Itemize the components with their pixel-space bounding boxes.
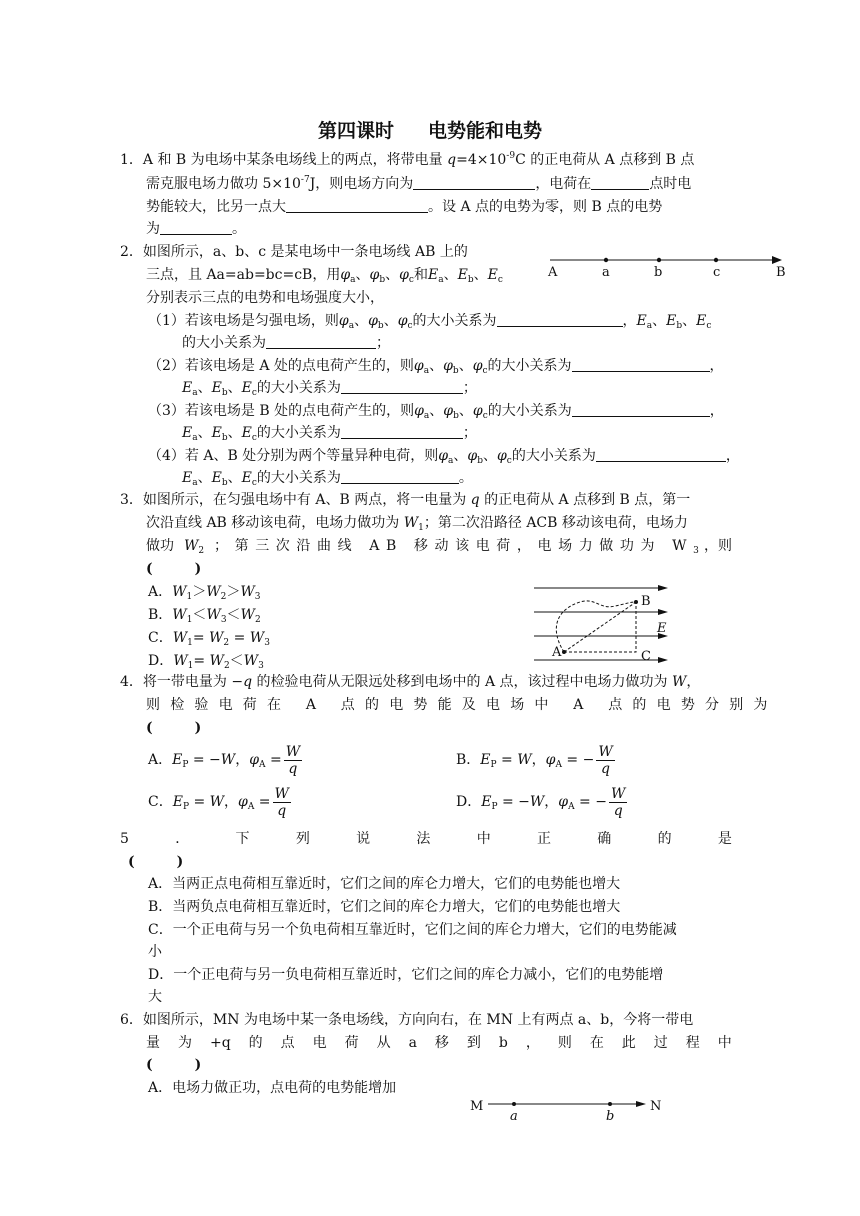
question-number: 1． [120, 152, 143, 168]
option-b[interactable]: B．$E_P = W$，$\varphi_A$ = − $\frac{W}{q}$ [456, 743, 613, 777]
option-a[interactable]: A．$E_P = -W$，$\varphi_A$ = $\frac{W}{q}$ [148, 743, 301, 777]
page-title: 第四课时 电势能和电势 [317, 120, 543, 142]
uniform-field-figure [530, 580, 680, 666]
field-label: E [657, 621, 667, 636]
answer-blank[interactable] [341, 379, 463, 394]
point-label: c [713, 265, 721, 280]
question-number: 4． [120, 674, 143, 690]
answer-blank[interactable] [413, 175, 535, 190]
answer-paren[interactable]: ( ) [128, 854, 184, 870]
option-c[interactable]: C．$E_P = W$，$\varphi_A$ = $\frac{W}{q}$ [148, 785, 289, 819]
point-label: N [650, 1099, 662, 1114]
option-b[interactable]: B．当两负点电荷相互靠近时，它们之间的库仑力增大，它们的电势能也增大 [148, 899, 621, 915]
point-label: B [641, 594, 651, 609]
mn-line-figure [468, 1094, 668, 1122]
answer-blank[interactable] [160, 220, 232, 235]
answer-paren[interactable]: ( ) [146, 1057, 202, 1073]
answer-blank[interactable] [572, 357, 710, 372]
answer-blank[interactable] [572, 402, 710, 417]
option-d-cont: 大 [148, 989, 162, 1005]
question-number: 2． [120, 244, 143, 260]
option-c[interactable]: C．一个正电荷与另一个负电荷相互靠近时，它们之间的库仑力增大，它们的电势能减 [148, 922, 677, 938]
point-label: C [641, 649, 651, 664]
option-a[interactable]: A．$W_1>W_2>W_3$ [148, 584, 261, 602]
answer-blank[interactable] [497, 312, 623, 327]
question-number: 3． [120, 492, 143, 508]
point-label: M [470, 1099, 484, 1114]
point-label: B [776, 265, 786, 280]
question-number: 5 [120, 831, 129, 847]
point-label: A [548, 265, 558, 280]
option-c[interactable]: C．$W_1= W_2 = W_3$ [148, 630, 270, 648]
question-number: 6． [120, 1012, 143, 1028]
option-d[interactable]: D．$E_P = -W$，$\varphi_A$ = − $\frac{W}{q}$ [456, 785, 626, 819]
point-label: b [606, 1109, 615, 1122]
point-label: a [602, 265, 610, 280]
answer-blank[interactable] [341, 469, 459, 484]
point-label: A [552, 645, 562, 660]
answer-blank[interactable] [286, 198, 428, 213]
point-label: a [510, 1109, 518, 1122]
option-b[interactable]: B．$W_1<W_3<W_2$ [148, 607, 261, 625]
answer-blank[interactable] [591, 175, 649, 190]
option-d[interactable]: D．一个正电荷与另一负电荷相互靠近时，它们之间的库仑力减小，它们的电势能增 [148, 967, 664, 983]
answer-paren[interactable]: ( ) [146, 720, 202, 736]
question-lead: 5 ． 下 列 说 法 中 正 确 的 是 [120, 831, 732, 847]
option-a[interactable]: A．当两正点电荷相互靠近时，它们之间的库仑力增大，它们的电势能也增大 [148, 876, 621, 892]
option-a[interactable]: A．电场力做正功，点电荷的电势能增加 [148, 1080, 397, 1096]
field-line-figure [540, 248, 800, 280]
option-c-cont: 小 [148, 944, 162, 960]
answer-blank[interactable] [341, 424, 463, 439]
point-label: b [654, 265, 663, 280]
answer-blank[interactable] [266, 334, 376, 349]
answer-blank[interactable] [596, 447, 726, 462]
option-d[interactable]: D．$W_1= W_2<W_3$ [148, 653, 264, 671]
answer-paren[interactable]: ( ) [146, 561, 202, 577]
